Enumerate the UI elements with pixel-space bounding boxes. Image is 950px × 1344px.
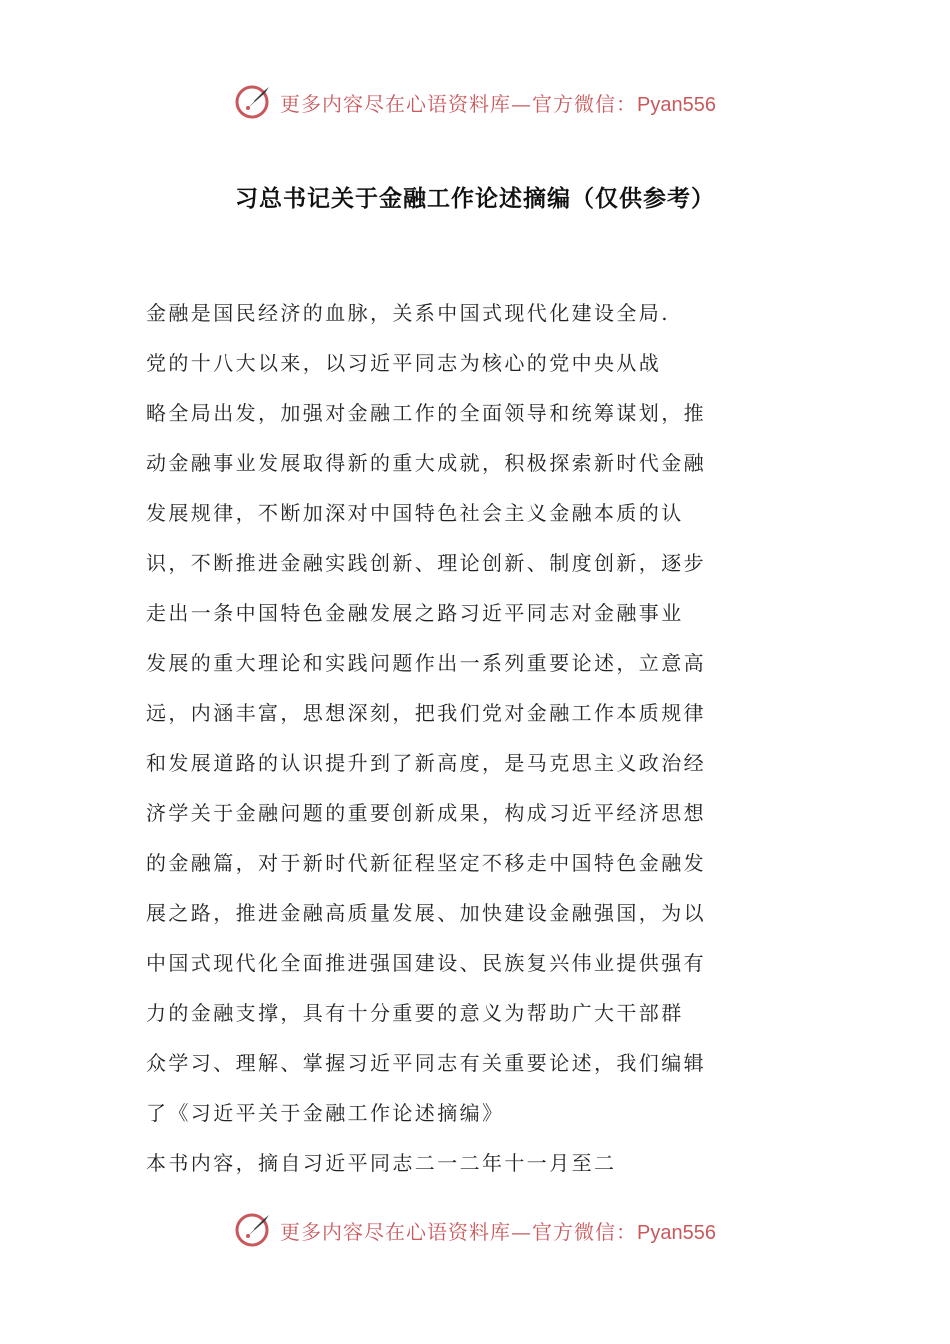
pen-nib-logo-icon <box>234 1210 274 1250</box>
footer-watermark-banner <box>0 1208 950 1252</box>
document-body <box>146 295 766 1195</box>
body-line: 发展规律，不断加深对中国特色社会主义金融本质的认 <box>146 501 684 525</box>
body-line: 力的金融支撑，具有十分重要的意义为帮助广大干部群 <box>146 1001 684 1025</box>
body-line: 济学关于金融问题的重要创新成果，构成习近平经济思想 <box>146 801 706 825</box>
body-line: 识，不断推进金融实践创新、理论创新、制度创新，逐步 <box>146 551 706 575</box>
body-line: 发展的重大理论和实践问题作出一系列重要论述，立意高 <box>146 651 706 675</box>
header-wechat-id: Pyan556 <box>637 93 716 116</box>
body-line: 略全局出发，加强对金融工作的全面领导和统筹谋划，推 <box>146 401 706 425</box>
body-line: 本书内容，摘自习近平同志二一二年十一月至二 <box>146 1151 617 1175</box>
pen-nib-logo-icon <box>234 82 274 122</box>
body-line: 远，内涵丰富，思想深刻，把我们党对金融工作本质规律 <box>146 701 706 725</box>
body-line: 党的十八大以来，以习近平同志为核心的党中央从战 <box>146 351 662 375</box>
body-line: 和发展道路的认识提升到了新高度，是马克思主义政治经 <box>146 751 706 775</box>
body-line: 展之路，推进金融高质量发展、加快建设金融强国，为以 <box>146 901 706 925</box>
document-title: 习总书记关于金融工作论述摘编（仅供参考） <box>235 186 715 212</box>
body-line: 走出一条中国特色金融发展之路习近平同志对金融事业 <box>146 601 684 625</box>
body-line: 中国式现代化全面推进强国建设、民族复兴伟业提供强有 <box>146 951 706 975</box>
body-line: 金融是国民经济的血脉，关系中国式现代化建设全局. <box>146 301 670 325</box>
body-line: 的金融篇，对于新时代新征程坚定不移走中国特色金融发 <box>146 851 706 875</box>
body-line: 动金融事业发展取得新的重大成就，积极探索新时代金融 <box>146 451 706 475</box>
header-banner-text: 更多内容尽在心语资料库—官方微信：Pyan556 <box>280 91 716 116</box>
body-line: 了《习近平关于金融工作论述摘编》 <box>146 1101 505 1125</box>
footer-banner-text: 更多内容尽在心语资料库—官方微信：Pyan556 <box>280 1219 716 1244</box>
body-line: 众学习、理解、掌握习近平同志有关重要论述，我们编辑 <box>146 1051 706 1075</box>
header-watermark-banner <box>0 80 950 124</box>
footer-wechat-id: Pyan556 <box>637 1221 716 1244</box>
